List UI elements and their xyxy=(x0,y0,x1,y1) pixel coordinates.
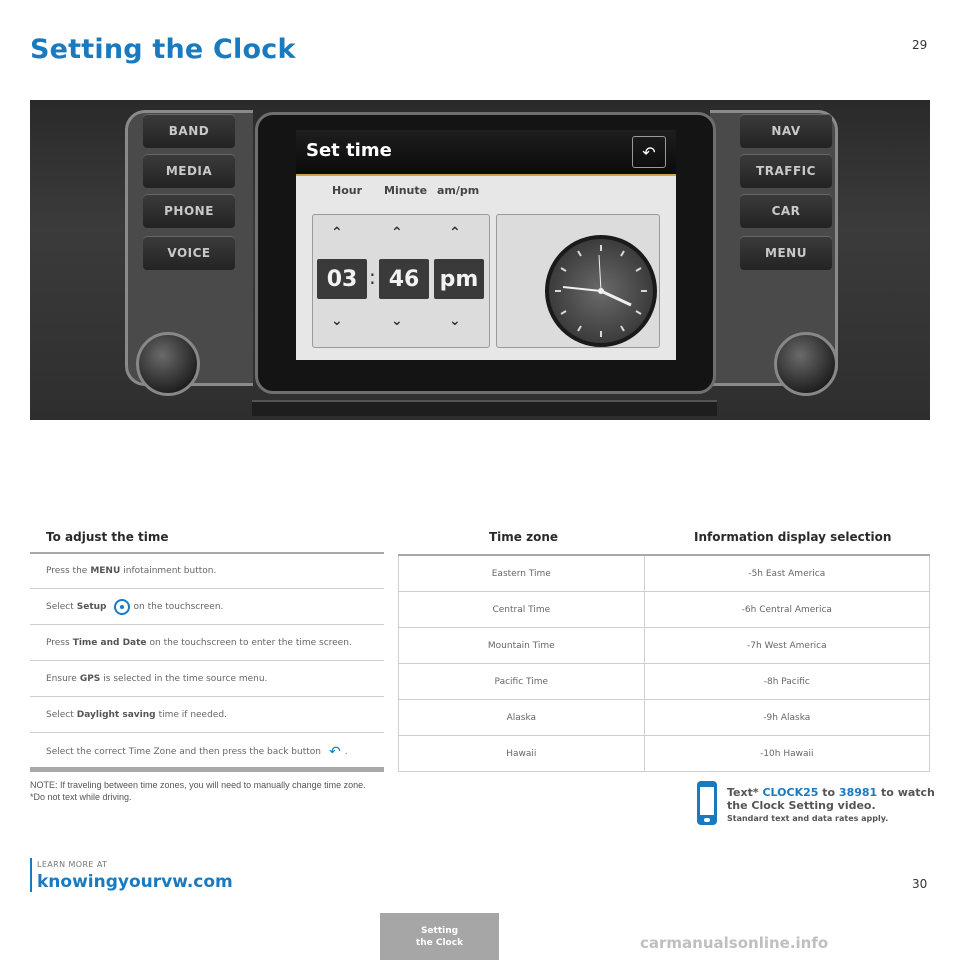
cd-slot xyxy=(252,400,717,416)
ampm-down-icon[interactable]: ⌄ xyxy=(449,313,461,329)
display-cell: -9h Alaska xyxy=(645,700,930,735)
traffic-button[interactable]: TRAFFIC xyxy=(740,154,832,188)
table-row xyxy=(398,700,930,736)
text-to-watch-ad: Text* CLOCK25 to 38981 to watch the Clock Setting video. Standard text and data rates apply. xyxy=(727,786,935,823)
back-arrow-icon: ↶ xyxy=(328,743,341,760)
band-button[interactable]: BAND xyxy=(143,114,235,148)
timezone-cell: Alaska xyxy=(398,700,645,735)
timezone-cell: Pacific Time xyxy=(398,664,645,699)
timezone-header: Time zone xyxy=(489,530,559,544)
hour-down-icon[interactable]: ⌄ xyxy=(331,313,343,329)
step-row: Select Daylight saving time if needed. xyxy=(30,698,384,733)
time-picker-panel xyxy=(312,214,490,348)
website-link[interactable]: knowingyourvw.com xyxy=(37,872,233,892)
step-row: Ensure GPS is selected in the time source menu. xyxy=(30,662,384,697)
steps-bottom-rule xyxy=(30,767,384,772)
display-cell: -5h East America xyxy=(645,556,930,591)
back-arrow-icon[interactable]: ↶ xyxy=(632,136,666,168)
display-cell: -6h Central America xyxy=(645,592,930,627)
ampm-value[interactable]: pm xyxy=(434,259,484,299)
step-row: Select Setup on the touchscreen. xyxy=(30,590,384,625)
table-row xyxy=(398,664,930,700)
minute-value[interactable]: 46 xyxy=(379,259,429,299)
timezone-cell: Mountain Time xyxy=(398,628,645,663)
menu-button[interactable]: MENU xyxy=(740,236,832,270)
head-unit-photo xyxy=(30,100,930,420)
minute-down-icon[interactable]: ⌄ xyxy=(391,313,403,329)
step-row: Press the MENU infotainment button. xyxy=(30,554,384,589)
watermark: carmanualsonline.info xyxy=(640,934,829,952)
minute-up-icon[interactable]: ⌃ xyxy=(391,225,403,241)
analog-clock-panel xyxy=(496,214,660,348)
table-row xyxy=(398,736,930,772)
gear-icon xyxy=(114,599,130,615)
display-selection-header: Information display selection xyxy=(694,530,892,544)
analog-clock-icon xyxy=(545,235,657,347)
minute-label: Minute xyxy=(384,184,428,197)
screen-header xyxy=(296,130,676,176)
table-row xyxy=(398,628,930,664)
media-button[interactable]: MEDIA xyxy=(143,154,235,188)
time-separator: : xyxy=(369,265,376,289)
car-button[interactable]: CAR xyxy=(740,194,832,228)
ampm-label: am/pm xyxy=(437,184,480,197)
screen-title: Set time xyxy=(306,140,392,161)
display-cell: -10h Hawaii xyxy=(645,736,930,771)
section-tab[interactable]: Setting the Clock xyxy=(380,913,499,960)
page-number-top: 29 xyxy=(912,38,928,52)
hour-up-icon[interactable]: ⌃ xyxy=(331,225,343,241)
power-volume-knob[interactable] xyxy=(136,332,200,396)
step-row: Press Time and Date on the touchscreen to enter the time screen. xyxy=(30,626,384,661)
text-ad-line2: the Clock Setting video. xyxy=(727,799,876,812)
text-ad-rates: Standard text and data rates apply. xyxy=(727,814,889,823)
timezone-cell: Hawaii xyxy=(398,736,645,771)
hour-value[interactable]: 03 xyxy=(317,259,367,299)
page-title: Setting the Clock xyxy=(30,34,296,65)
phone-button[interactable]: PHONE xyxy=(143,194,235,228)
ampm-up-icon[interactable]: ⌃ xyxy=(449,225,461,241)
table-row xyxy=(398,556,930,592)
nav-button[interactable]: NAV xyxy=(740,114,832,148)
tune-knob[interactable] xyxy=(774,332,838,396)
touchscreen xyxy=(296,130,676,360)
hour-label: Hour xyxy=(332,184,363,197)
table-row xyxy=(398,592,930,628)
driving-note: *Do not text while driving. xyxy=(30,792,132,802)
learn-more-label: LEARN MORE AT xyxy=(37,860,108,869)
smartphone-icon xyxy=(697,781,717,825)
timezone-cell: Central Time xyxy=(398,592,645,627)
learn-more-bar xyxy=(30,858,32,892)
timezone-table xyxy=(398,554,930,772)
display-cell: -7h West America xyxy=(645,628,930,663)
timezone-cell: Eastern Time xyxy=(398,556,645,591)
page-number-bottom: 30 xyxy=(912,877,928,891)
step-row: Select the correct Time Zone and then press the back button ↶ . xyxy=(46,743,348,760)
steps-heading: To adjust the time xyxy=(46,530,169,544)
travel-note: NOTE: If traveling between time zones, you will need to manually change time zone. xyxy=(30,780,366,790)
display-cell: -8h Pacific xyxy=(645,664,930,699)
voice-button[interactable]: VOICE xyxy=(143,236,235,270)
